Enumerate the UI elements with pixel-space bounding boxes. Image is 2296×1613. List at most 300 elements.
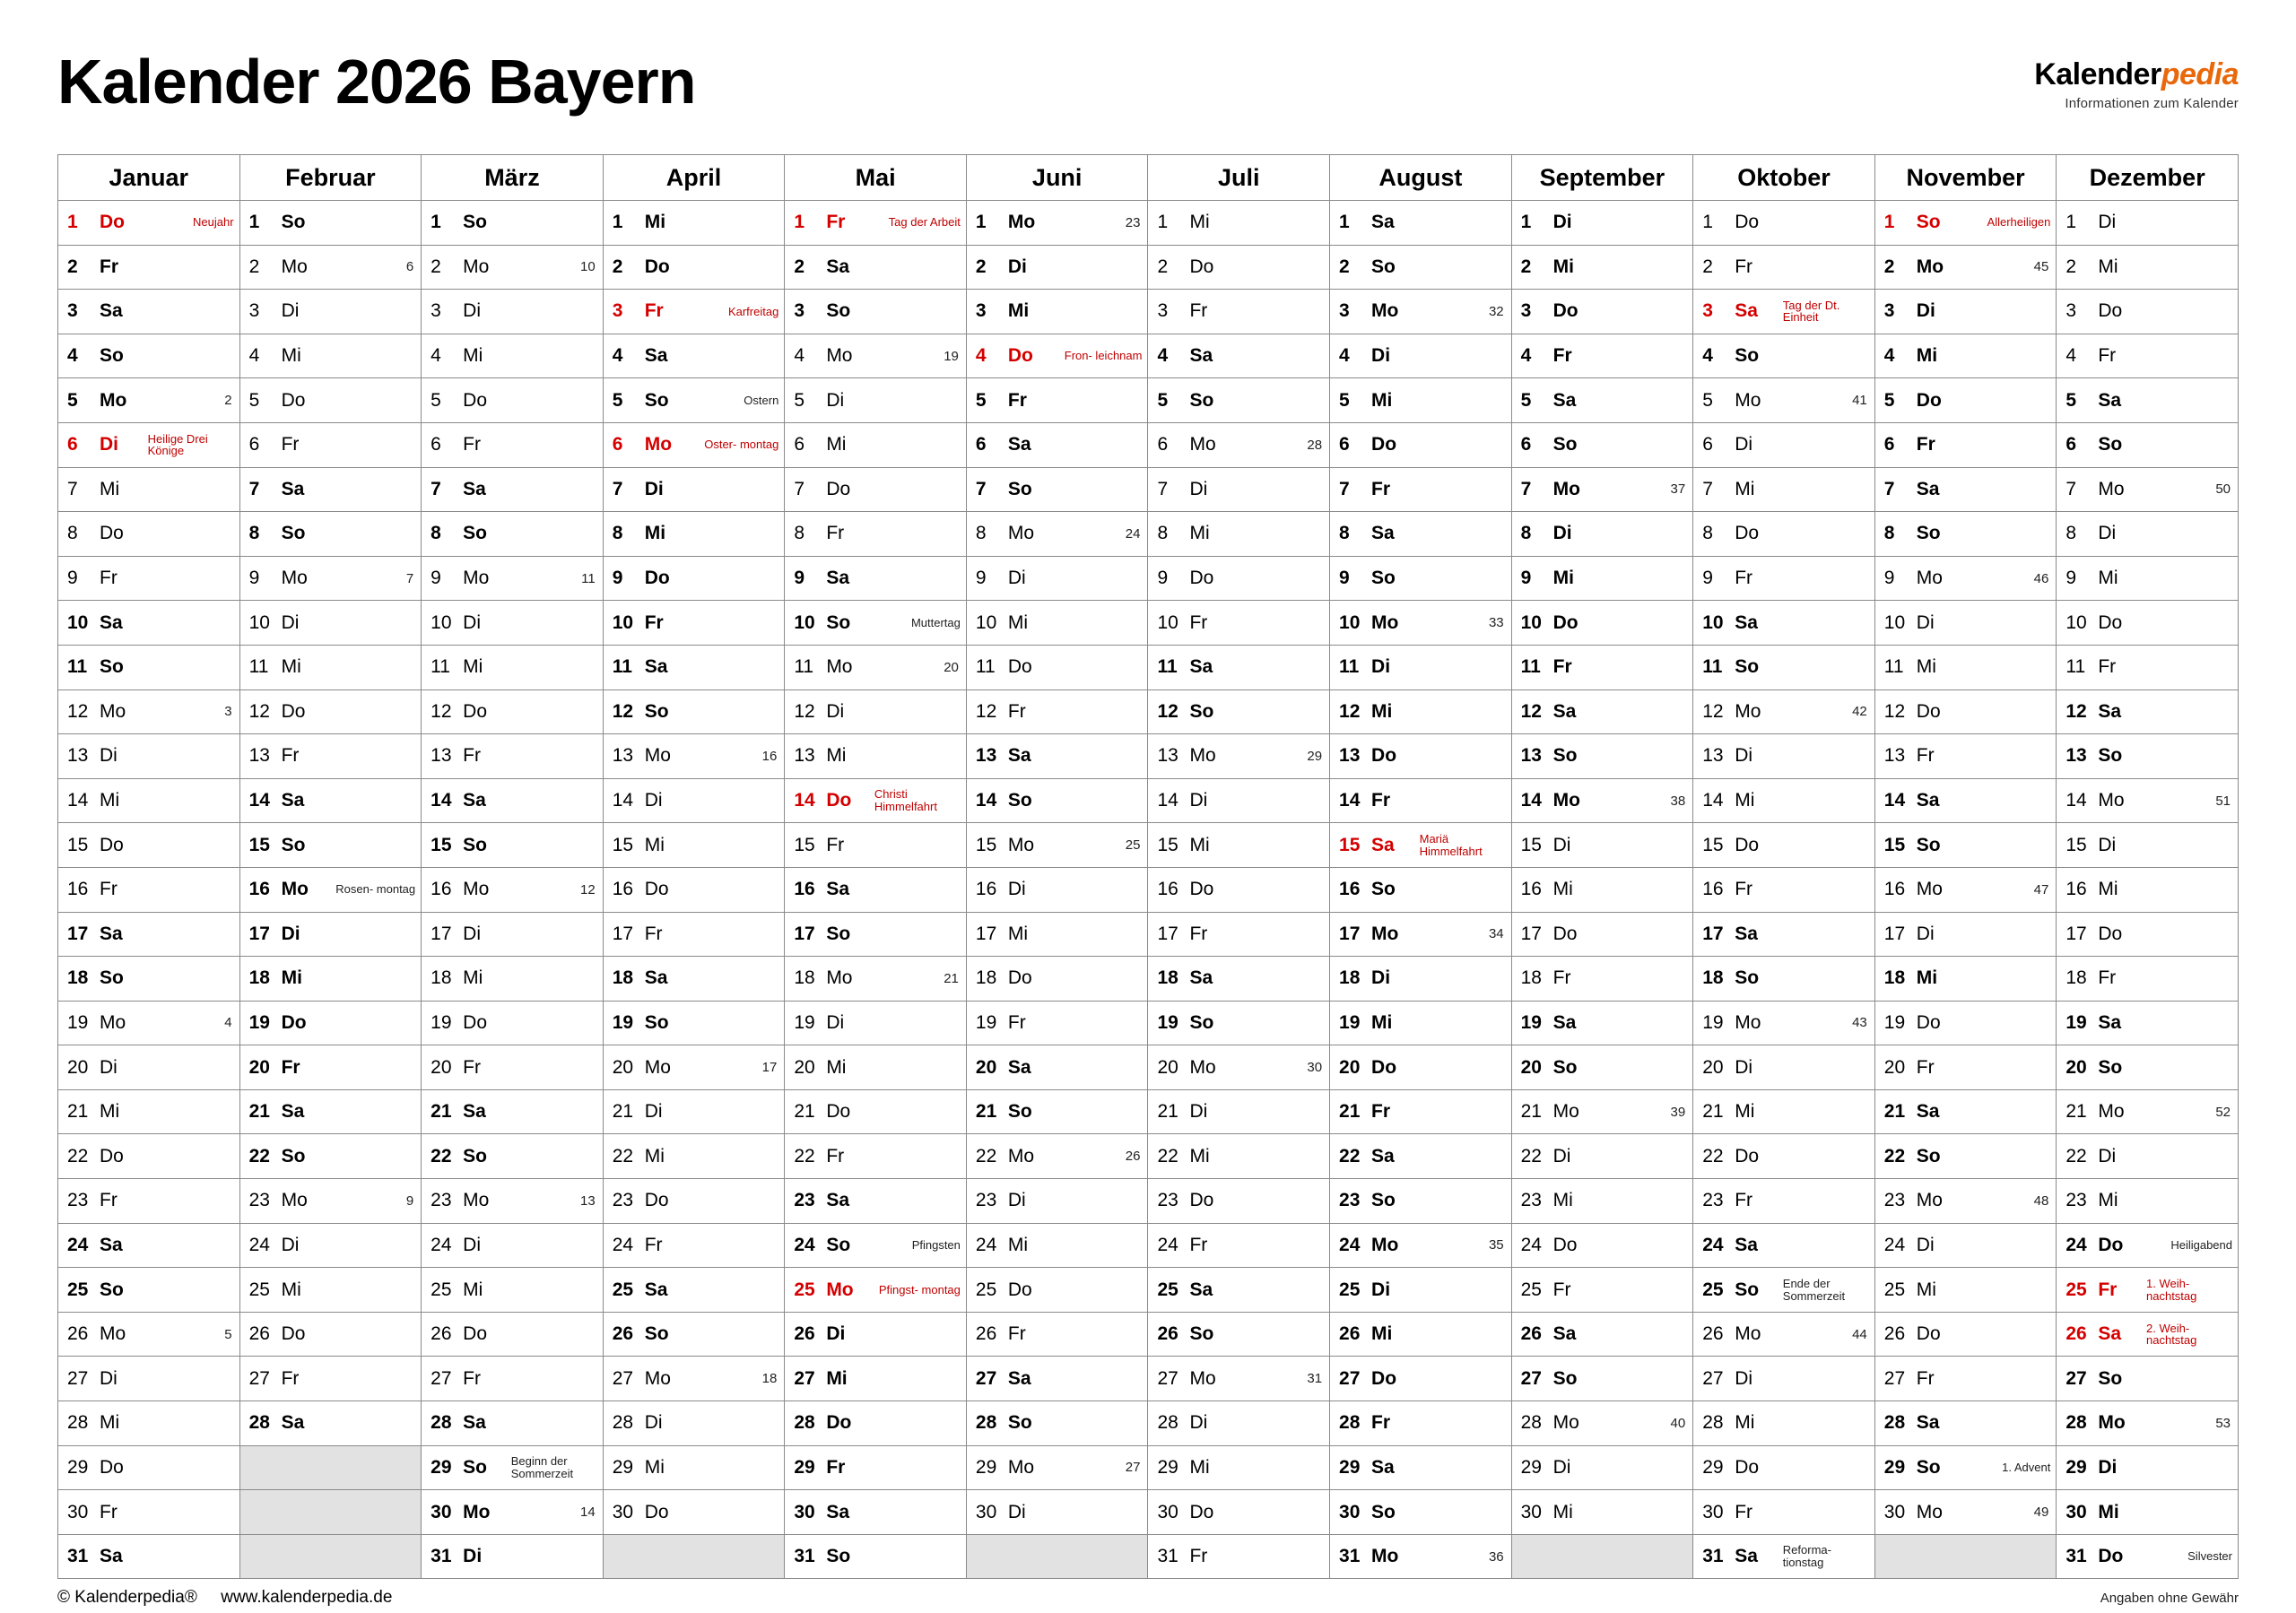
day-cell xyxy=(422,1268,604,1313)
day-number: 14 xyxy=(794,790,815,811)
day-cell-content xyxy=(422,1002,603,1045)
day-cell-content xyxy=(58,334,239,378)
day-cell xyxy=(1148,1045,1330,1090)
day-weekday: Fr xyxy=(644,611,664,633)
day-cell xyxy=(1148,290,1330,334)
day-cell-content xyxy=(240,1002,422,1045)
day-weekday: Mo xyxy=(2098,1101,2125,1123)
day-cell-content xyxy=(1330,1045,1511,1089)
day-cell xyxy=(1511,378,1693,423)
footer-disclaimer: Angaben ohne Gewähr xyxy=(2100,1590,2239,1606)
day-cell xyxy=(785,1357,967,1401)
day-weekday: Fr xyxy=(644,1234,663,1255)
week-number: 24 xyxy=(1125,525,1141,542)
day-number: 8 xyxy=(794,523,804,544)
day-cell xyxy=(1330,245,1512,290)
day-cell-content xyxy=(604,1446,785,1490)
day-cell xyxy=(1148,1490,1330,1535)
day-weekday: Do xyxy=(1735,523,1760,544)
day-cell-content xyxy=(1148,468,1329,512)
day-weekday: Mi xyxy=(1735,1101,1755,1123)
day-cell xyxy=(422,645,604,689)
day-cell xyxy=(1874,1268,2057,1313)
day-cell xyxy=(1330,689,1512,734)
day-weekday: Mi xyxy=(1552,1190,1573,1211)
day-weekday: Mo xyxy=(2098,790,2125,811)
day-weekday: Di xyxy=(1916,611,1935,633)
day-cell xyxy=(1874,1445,2057,1490)
day-weekday: Mo xyxy=(1552,1101,1579,1123)
day-cell-content xyxy=(2057,1045,2238,1089)
day-cell-content xyxy=(967,1224,1148,1268)
day-cell-content xyxy=(58,690,239,734)
day-number: 23 xyxy=(430,1190,452,1211)
day-weekday: Do xyxy=(100,212,125,233)
day-weekday: Fr xyxy=(2098,967,2117,989)
day-cell xyxy=(1148,1312,1330,1357)
day-number: 13 xyxy=(612,745,634,767)
day-weekday: Mo xyxy=(644,1367,671,1389)
day-cell xyxy=(1330,422,1512,467)
day-number: 27 xyxy=(67,1367,89,1389)
day-cell-content xyxy=(58,646,239,689)
week-number: 41 xyxy=(1852,393,1867,409)
day-cell xyxy=(1874,1401,2057,1446)
day-weekday: Di xyxy=(1007,1190,1026,1211)
day-cell-content xyxy=(604,468,785,512)
week-number: 20 xyxy=(944,659,959,675)
day-cell xyxy=(2057,867,2239,912)
day-cell-content xyxy=(1148,557,1329,601)
calendar-row xyxy=(58,1401,2239,1446)
day-number: 15 xyxy=(1702,834,1724,855)
day-weekday: Di xyxy=(644,1101,663,1123)
day-number: 7 xyxy=(975,478,987,499)
day-number: 29 xyxy=(612,1456,634,1478)
day-number: 14 xyxy=(612,790,634,811)
day-weekday: So xyxy=(1552,434,1578,455)
week-number: 21 xyxy=(944,970,959,986)
day-cell-content xyxy=(422,1179,603,1223)
day-number: 15 xyxy=(612,834,634,855)
day-cell-content xyxy=(422,512,603,556)
day-cell xyxy=(1330,778,1512,823)
day-cell-content xyxy=(1693,1535,1874,1579)
day-number: 3 xyxy=(1702,300,1713,322)
day-weekday: Di xyxy=(100,1056,117,1078)
day-number: 15 xyxy=(67,834,89,855)
day-number: 10 xyxy=(1883,611,1906,633)
day-number: 31 xyxy=(2066,1546,2087,1567)
day-cell xyxy=(239,334,422,378)
day-weekday: Sa xyxy=(1916,478,1940,499)
day-number: 22 xyxy=(248,1145,270,1166)
day-cell-content xyxy=(604,913,785,957)
day-weekday: Do xyxy=(1916,389,1942,411)
day-cell-content xyxy=(1875,1268,2057,1312)
day-cell-content xyxy=(2057,690,2238,734)
day-cell xyxy=(239,1089,422,1134)
week-number: 30 xyxy=(1307,1060,1323,1076)
day-cell-content xyxy=(967,246,1148,290)
calendar-row xyxy=(58,1357,2239,1401)
day-cell xyxy=(966,689,1148,734)
day-weekday: Di xyxy=(1007,256,1027,277)
day-cell-content xyxy=(604,1179,785,1223)
day-cell-content xyxy=(1512,1446,1693,1490)
day-cell xyxy=(422,778,604,823)
day-number: 3 xyxy=(794,300,804,322)
day-cell xyxy=(58,1134,240,1179)
day-weekday: Mo xyxy=(1007,523,1035,544)
day-cell xyxy=(239,1223,422,1268)
day-cell-content xyxy=(1512,1090,1693,1134)
day-number: 14 xyxy=(2066,790,2087,811)
day-cell-content xyxy=(2057,646,2238,689)
brand-name-part2: pedia xyxy=(2161,57,2239,91)
month-header-november: November xyxy=(1874,155,2057,201)
day-cell-content xyxy=(422,734,603,778)
day-weekday: So xyxy=(2098,745,2123,767)
day-weekday: Sa xyxy=(463,790,486,811)
day-number: 9 xyxy=(612,568,623,589)
day-cell xyxy=(1148,1445,1330,1490)
day-cell-content xyxy=(1875,1401,2057,1445)
day-cell-content xyxy=(1512,646,1693,689)
day-weekday: Fr xyxy=(1371,790,1391,811)
day-number: 15 xyxy=(1157,834,1178,855)
day-weekday: Do xyxy=(1916,1323,1941,1345)
day-cell-content xyxy=(1512,290,1693,334)
day-cell xyxy=(1874,957,2057,1002)
day-weekday: Mi xyxy=(644,1145,665,1166)
calendar-row xyxy=(58,1490,2239,1535)
day-weekday: Mi xyxy=(826,434,847,455)
day-cell xyxy=(58,734,240,779)
day-cell xyxy=(239,778,422,823)
day-weekday: Fr xyxy=(100,879,117,900)
day-weekday: So xyxy=(1916,523,1941,544)
day-cell-content xyxy=(785,868,966,912)
day-cell xyxy=(603,378,785,423)
day-cell-content xyxy=(1512,1134,1693,1178)
day-cell-content xyxy=(1148,1224,1329,1268)
day-cell-content xyxy=(1330,1134,1511,1178)
day-weekday: Sa xyxy=(100,300,123,322)
day-weekday: Mi xyxy=(281,1279,301,1300)
day-cell xyxy=(1330,1089,1512,1134)
day-weekday: Sa xyxy=(1552,1323,1577,1345)
day-cell-empty xyxy=(239,1445,422,1490)
day-cell xyxy=(966,1179,1148,1224)
day-number: 8 xyxy=(248,523,260,544)
day-cell-content xyxy=(967,512,1148,556)
day-cell-content xyxy=(1148,690,1329,734)
day-cell-content xyxy=(1330,290,1511,334)
day-cell-content xyxy=(785,1134,966,1178)
day-cell-content xyxy=(1693,1313,1874,1357)
day-number: 9 xyxy=(1339,568,1350,589)
day-number: 11 xyxy=(1883,656,1904,678)
page-title: Kalender 2026 Bayern xyxy=(57,47,696,117)
day-number: 20 xyxy=(248,1056,270,1078)
day-number: 25 xyxy=(975,1279,997,1300)
day-cell xyxy=(239,1401,422,1446)
day-cell-content xyxy=(1693,1268,1874,1312)
day-weekday: Mi xyxy=(644,212,666,233)
day-cell-content xyxy=(422,1490,603,1534)
day-weekday: So xyxy=(1189,1011,1214,1033)
day-cell-content xyxy=(1875,423,2057,467)
month-header-row xyxy=(58,155,2239,201)
day-cell-content xyxy=(1330,246,1511,290)
day-number: 23 xyxy=(975,1190,997,1211)
day-number: 11 xyxy=(430,656,450,678)
day-weekday: Sa xyxy=(463,1412,486,1434)
day-number: 19 xyxy=(1339,1011,1361,1033)
day-cell xyxy=(1511,912,1693,957)
day-weekday: So xyxy=(1189,389,1214,411)
day-cell xyxy=(603,912,785,957)
day-cell xyxy=(239,201,422,246)
day-weekday: Sa xyxy=(281,790,305,811)
day-cell-content xyxy=(1512,468,1693,512)
page-footer xyxy=(57,1588,2239,1608)
day-cell xyxy=(966,378,1148,423)
day-number: 2 xyxy=(430,256,441,277)
day-cell xyxy=(239,957,422,1002)
day-number: 26 xyxy=(67,1323,89,1345)
day-number: 16 xyxy=(2066,879,2087,900)
day-cell xyxy=(1330,1134,1512,1179)
day-cell xyxy=(1330,467,1512,512)
day-number: 24 xyxy=(1702,1234,1724,1255)
day-cell xyxy=(58,1445,240,1490)
day-cell xyxy=(966,1490,1148,1535)
day-cell xyxy=(966,201,1148,246)
day-weekday: Mo xyxy=(100,700,126,722)
holiday-note: Ostern xyxy=(744,393,779,407)
day-cell-content xyxy=(2057,823,2238,867)
day-weekday: Do xyxy=(463,700,488,722)
day-cell-content xyxy=(422,246,603,290)
day-number: 5 xyxy=(1339,389,1350,411)
day-number: 25 xyxy=(1702,1279,1724,1300)
calendar-row xyxy=(58,601,2239,646)
day-cell xyxy=(58,1401,240,1446)
day-cell-content xyxy=(604,246,785,290)
day-weekday: Do xyxy=(1189,1501,1214,1522)
week-number: 37 xyxy=(1670,481,1686,498)
day-number: 24 xyxy=(1339,1234,1361,1255)
day-weekday: Do xyxy=(644,568,670,589)
day-cell-content xyxy=(1512,1401,1693,1445)
day-cell-content xyxy=(967,201,1148,245)
day-cell xyxy=(1330,912,1512,957)
day-cell xyxy=(239,912,422,957)
day-cell-content xyxy=(2057,1357,2238,1401)
day-weekday: So xyxy=(1007,790,1032,811)
day-weekday: Do xyxy=(281,1011,307,1033)
day-cell xyxy=(1693,957,1875,1002)
day-number: 3 xyxy=(975,300,987,322)
day-number: 27 xyxy=(430,1367,452,1389)
day-cell xyxy=(422,556,604,601)
day-weekday: Fr xyxy=(1189,923,1208,944)
day-weekday: Di xyxy=(2098,523,2117,544)
day-number: 18 xyxy=(1520,967,1542,989)
day-weekday: Sa xyxy=(1735,1234,1758,1255)
day-number: 1 xyxy=(1157,212,1169,233)
day-cell-content xyxy=(1330,1268,1511,1312)
day-cell xyxy=(239,1357,422,1401)
day-number: 18 xyxy=(248,967,270,989)
day-number: 22 xyxy=(1702,1145,1724,1166)
day-cell-content xyxy=(967,1268,1148,1312)
day-cell xyxy=(1330,867,1512,912)
day-weekday: Di xyxy=(463,1546,483,1567)
day-number: 21 xyxy=(1702,1101,1724,1123)
day-cell xyxy=(966,1045,1148,1090)
day-cell xyxy=(966,334,1148,378)
day-cell xyxy=(603,1089,785,1134)
day-cell xyxy=(2057,1445,2239,1490)
holiday-note: Muttertag xyxy=(910,615,961,629)
day-cell xyxy=(1511,1179,1693,1224)
day-cell xyxy=(785,1134,967,1179)
week-number: 27 xyxy=(1125,1460,1141,1476)
day-weekday: Mo xyxy=(100,1323,126,1345)
day-cell-content xyxy=(58,1313,239,1357)
day-weekday: So xyxy=(1007,1101,1032,1123)
day-cell xyxy=(785,1045,967,1090)
day-weekday: Di xyxy=(1371,1279,1391,1300)
day-cell-content xyxy=(2057,734,2238,778)
day-cell-content xyxy=(240,1268,422,1312)
day-cell-content xyxy=(1875,1224,2057,1268)
calendar-row xyxy=(58,957,2239,1002)
day-cell xyxy=(785,245,967,290)
day-weekday: Mo xyxy=(644,1056,671,1078)
day-weekday: Do xyxy=(1189,568,1214,589)
day-weekday: Fr xyxy=(1371,1412,1391,1434)
day-number: 17 xyxy=(2066,923,2087,944)
day-number: 19 xyxy=(975,1011,997,1033)
day-weekday: So xyxy=(826,923,851,944)
week-number: 45 xyxy=(2033,259,2049,275)
day-weekday: So xyxy=(644,389,669,411)
day-cell-content xyxy=(58,1224,239,1268)
day-number: 7 xyxy=(430,478,441,499)
day-number: 2 xyxy=(975,256,987,277)
day-weekday: Sa xyxy=(826,256,849,277)
week-number: 35 xyxy=(1488,1237,1504,1253)
day-cell xyxy=(1148,601,1330,646)
day-cell xyxy=(239,823,422,868)
day-weekday: Fr xyxy=(1007,389,1027,411)
holiday-note: 1. Advent xyxy=(2002,1461,2051,1475)
day-weekday: Mi xyxy=(1552,568,1574,589)
day-weekday: So xyxy=(1189,1323,1214,1345)
day-cell xyxy=(603,290,785,334)
day-cell xyxy=(2057,1401,2239,1446)
day-weekday: Di xyxy=(644,1412,663,1434)
footer-website-link[interactable]: www.kalenderpedia.de xyxy=(221,1588,393,1608)
day-cell-content xyxy=(604,423,785,467)
day-number: 29 xyxy=(1702,1456,1724,1478)
day-cell xyxy=(58,422,240,467)
day-weekday: Fr xyxy=(100,1501,117,1522)
day-number: 14 xyxy=(1339,790,1361,811)
day-weekday: Sa xyxy=(1916,1101,1940,1123)
day-weekday: So xyxy=(1916,834,1941,855)
day-weekday: Sa xyxy=(826,1501,849,1522)
day-weekday: Di xyxy=(463,300,481,322)
day-weekday: Mi xyxy=(1916,967,1938,989)
day-weekday: Sa xyxy=(1007,1367,1031,1389)
day-number: 20 xyxy=(612,1056,634,1078)
day-number: 19 xyxy=(1883,1011,1906,1033)
day-weekday: Do xyxy=(644,1190,669,1211)
day-number: 25 xyxy=(67,1279,89,1300)
day-cell-content xyxy=(240,913,422,957)
week-number: 18 xyxy=(761,1371,778,1387)
day-cell xyxy=(1148,378,1330,423)
day-weekday: Fr xyxy=(1735,568,1753,589)
day-number: 17 xyxy=(612,923,634,944)
day-weekday: Fr xyxy=(463,745,481,767)
day-cell xyxy=(239,1045,422,1090)
day-weekday: Mo xyxy=(100,389,127,411)
day-cell-content xyxy=(967,1134,1148,1178)
day-cell xyxy=(603,1490,785,1535)
day-number: 2 xyxy=(67,256,78,277)
day-number: 23 xyxy=(1702,1190,1724,1211)
holiday-note: Fron- leichnam xyxy=(1064,349,1143,363)
day-weekday: Mi xyxy=(1189,1145,1210,1166)
calendar-row xyxy=(58,1268,2239,1313)
holiday-note: 2. Weih- nachtstag xyxy=(2146,1321,2197,1348)
day-weekday: Sa xyxy=(826,568,849,589)
day-cell-content xyxy=(2057,334,2238,378)
day-cell-content xyxy=(967,1179,1148,1223)
day-cell xyxy=(966,645,1148,689)
day-number: 24 xyxy=(1520,1234,1542,1255)
day-number: 21 xyxy=(975,1101,997,1123)
day-number: 20 xyxy=(430,1056,452,1078)
day-cell xyxy=(1693,422,1875,467)
day-number: 26 xyxy=(612,1323,634,1345)
day-cell-content xyxy=(1693,423,1874,467)
day-cell xyxy=(1511,823,1693,868)
day-number: 19 xyxy=(67,1011,89,1033)
day-number: 11 xyxy=(1702,656,1723,678)
day-number: 19 xyxy=(248,1011,270,1033)
day-weekday: Fr xyxy=(1007,700,1026,722)
day-number: 7 xyxy=(794,478,804,499)
holiday-note: Pfingst- montag xyxy=(878,1282,961,1296)
day-weekday: Sa xyxy=(100,923,123,944)
day-cell-content xyxy=(240,1313,422,1357)
day-cell xyxy=(1511,556,1693,601)
day-number: 14 xyxy=(430,790,452,811)
day-cell-content xyxy=(967,913,1148,957)
day-cell-content xyxy=(2057,468,2238,512)
day-cell-content xyxy=(1512,734,1693,778)
day-cell-content xyxy=(1693,201,1874,245)
day-number: 7 xyxy=(248,478,260,499)
day-cell xyxy=(422,689,604,734)
